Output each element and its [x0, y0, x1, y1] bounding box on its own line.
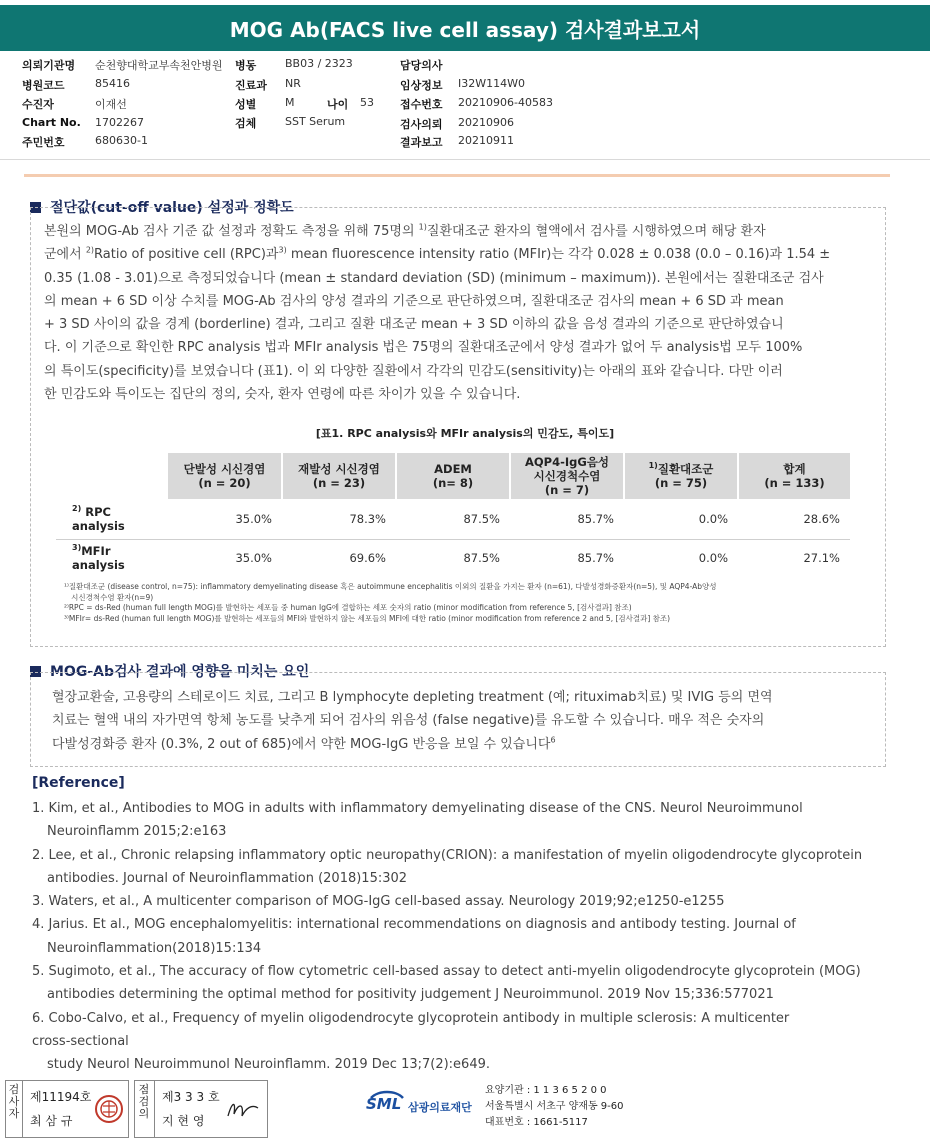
column-header: ADEM (n= 8) [396, 453, 510, 499]
clinical-info-label: 임상정보 [400, 79, 443, 92]
approver-name: 지 현 영 [162, 1114, 205, 1128]
table-cell: 85.7% [510, 499, 624, 539]
foundation-name: 삼광의료재단 [408, 1101, 472, 1114]
approver-license: 제3 3 3 호 [162, 1090, 220, 1104]
section1-body [44, 220, 830, 406]
resident-no-label: 주민번호 [22, 136, 65, 149]
receipt-no-label: 접수번호 [400, 98, 443, 111]
text-line: 0.35 (1.08 - 3.01)으로 측정되었습니다 (mean ± standard deviation (SD) (minimum – maximum)). 본원에서는 질환대조군 검사 [44, 270, 824, 286]
reference-item: 3. Waters, et al., A multicenter comparison of MOG-IgG cell-based assay. Neurology 2019;92;e1250-e1255 [32, 894, 725, 910]
footnote: 시신경척수염 환자(n=9) [64, 592, 154, 602]
row-label: $^{2)}$ RPC analysis [56, 499, 168, 539]
ward-label: 병동 [235, 59, 257, 72]
clinical-info-value: I32W114W0 [458, 77, 525, 90]
request-date-value: 20210906 [458, 116, 514, 129]
doctor-label: 담당의사 [400, 59, 443, 72]
request-date-label: 검사의뢰 [400, 118, 443, 131]
table-cell: 0.0% [698, 551, 728, 566]
institution-no: 요양기관 : 1 1 3 6 5 2 0 0 [485, 1085, 607, 1096]
table-cell: 69.6% [349, 551, 386, 566]
report-footer [0, 1080, 930, 1145]
reference-item: Neuroinflamm 2015;2:e163 [47, 824, 227, 840]
text-line: 의 특이도(specificity)를 보였습니다 (표1). 이 외 다양한 질환에서 각각의 민감도(sensitivity)는 아래의 표와 같습니다. 다만 이러 [44, 363, 783, 379]
table-cell: 87.5% [463, 551, 500, 566]
section2-body [52, 686, 773, 756]
institution-value: 순천향대학교부속천안병원 [95, 59, 223, 72]
row-label: $^{3)}$MFIr analysis [72, 543, 125, 573]
text-line: 혈장교환술, 고용량의 스테로이드 치료, 그리고 B lymphocyte depleting treatment (예; rituximab치료) 및 IVIG 등의 면역 [52, 690, 773, 705]
address: 서울특별시 서초구 양재동 9-60 [485, 1101, 624, 1112]
department-label: 진료과 [235, 79, 267, 92]
text-line: 다발성경화증 환자 (0.3%, 2 out of 685)에서 약한 MOG-IgG 반응을 보일 수 있습니다$^6$ [52, 735, 556, 752]
examinee-label: 수진자 [22, 98, 54, 111]
examiner-seal-icon [94, 1094, 124, 1124]
sex-value: M [285, 96, 295, 109]
sensitivity-table [56, 453, 850, 577]
table-footnotes [64, 582, 864, 624]
department-value: NR [285, 77, 301, 90]
table-cell: 35.0% [168, 499, 282, 539]
text-line: + 3 SD 사이의 값을 경계 (borderline) 결과, 그리고 질환 대조군 mean + 3 SD 이하의 값을 음성 결과의 기준으로 판단하였습니 [44, 317, 784, 333]
section-divider [24, 174, 890, 177]
report-title: MOG Ab(FACS live cell assay) 검사결과보고서 [0, 5, 930, 51]
text-line: 다. 이 기준으로 확인한 RPC analysis 법과 MFIr analysis 법은 75명의 질환대조군에서 양성 결과가 없어 두 analysis법 모두 100% [44, 340, 803, 356]
report-date-value: 20210911 [458, 134, 514, 147]
examinee-value: 이재선 [95, 98, 127, 111]
table-cell: 27.1% [803, 551, 840, 566]
phone: 대표번호 : 1661-5117 [485, 1117, 588, 1128]
table-cell: 35.0% [235, 551, 272, 566]
reference-item: antibodies determining the optimal method for positivity judgement J Neuroimmunol. 2019 Nov 15;336:577021 [47, 987, 774, 1003]
reference-item: study Neurol Neuroimmunol Neuroinflamm. 2019 Dec 13;7(2):e649. [47, 1057, 491, 1073]
reference-item: 2. Lee, et al., Chronic relapsing inflammatory optic neuropathy(CRION): a manifestation of myelin oligodendrocyte glycoprotein [32, 847, 863, 863]
table-row [56, 539, 850, 577]
report-date-label: 결과보고 [400, 136, 443, 149]
approver-label: 점검의 [138, 1083, 150, 1120]
table-cell: 87.5% [396, 499, 510, 539]
table-cell: 0.0% [624, 499, 738, 539]
column-header: 합계 (n = 133) [738, 453, 850, 499]
reference-heading: [Reference] [32, 775, 125, 791]
text-line: 의 mean + 6 SD 이상 수치를 MOG-Ab 검사의 양성 결과의 기준으로 판단하였으며, 질환대조군 검사의 mean + 6 SD 과 mean [44, 293, 784, 309]
column-header: 단발성 시신경염 (n = 20) [168, 453, 282, 499]
age-value: 53 [360, 96, 374, 109]
section2-heading: MOG-Ab검사 결과에 영향을 미치는 요인 [30, 661, 317, 681]
table-cell: 28.6% [738, 499, 850, 539]
table-cell: 85.7% [577, 551, 614, 566]
specimen-value: SST Serum [285, 115, 346, 128]
age-label: 나이 [327, 98, 349, 111]
reference-item: antibodies. Journal of Neuroinflammation (2018)15:302 [47, 870, 408, 886]
resident-no-value: 680630-1 [95, 134, 148, 147]
reference-item: Neuroinflammation(2018)15:134 [47, 940, 262, 956]
specimen-label: 검체 [235, 117, 257, 130]
institution-label: 의뢰기관명 [22, 59, 76, 72]
examiner-license: 제11194호 [30, 1090, 92, 1104]
table-corner [56, 453, 168, 499]
footnote: ³⁾MFIr= ds-Red (human full length MOG)를 발현하는 세포들의 MFI와 발현하지 않는 세포들의 MFI에 대한 ratio (minor modification from reference 2 and 5, [검사결과] 참조) [64, 613, 671, 623]
ward-value: BB03 / 2323 [285, 57, 353, 70]
text-line: 군에서 $^{2)}$Ratio of positive cell (RPC)과$^{3)}$ mean fluorescence intensity ratio (MFIr)는 각각 0.028 ± 0.038 (0.0 – 0.16)과 1.54 ± [44, 245, 831, 263]
table-cell: 78.3% [282, 499, 396, 539]
reference-item: 5. Sugimoto, et al., The accuracy of flow cytometric cell-based assay to detect anti-myelin oligodendrocyte glycoprotein (MOG) [32, 964, 861, 980]
receipt-no-value: 20210906-40583 [458, 96, 553, 109]
logo-text: SML [366, 1095, 402, 1113]
column-header: 재발성 시신경염 (n = 23) [282, 453, 396, 499]
examiner-label: 검사자 [8, 1083, 20, 1120]
sex-label: 성별 [235, 98, 257, 111]
table-row [56, 499, 850, 539]
reference-item: 4. Jarius. Et al., MOG encephalomyelitis: international recommendations on diagnosis and antibody testing. Journal of [32, 917, 796, 933]
section1-heading: 절단값(cut-off value) 설정과 정확도 [30, 197, 302, 217]
chart-no-label: Chart No. [22, 116, 81, 129]
examiner-name: 최 삼 규 [30, 1114, 73, 1128]
column-header: AQP4-IgG음성 시신경척수염 (n = 7) [510, 453, 624, 499]
text-line: 한 민감도와 특이도는 집단의 정의, 숫자, 환자 연령에 따른 차이가 있을 수 있습니다. [44, 387, 521, 403]
text-line: 본원의 MOG-Ab 검사 기준 값 설정과 정확도 측정을 위해 75명의 $^{1)}$질환대조군 환자의 혈액에서 검사를 시행하였으며 해당 환자 [44, 222, 766, 239]
reference-item: 6. Cobo-Calvo, et al., Frequency of myelin oligodendrocyte glycoprotein antibody in multiple sclerosis: A multicenter [32, 1010, 790, 1026]
table-title: [표1. RPC analysis와 MFIr analysis의 민감도, 특이도] [315, 427, 615, 440]
hospital-code-label: 병원코드 [22, 79, 65, 92]
column-header: $^{1)}$질환대조군 (n = 75) [624, 453, 738, 499]
patient-info [0, 51, 930, 160]
reference-item: cross-sectional [32, 1033, 129, 1049]
reference-list [32, 797, 902, 1077]
text-line: 치료는 혈액 내의 자가면역 항체 농도를 낮추게 되어 검사의 위음성 (false negative)를 유도할 수 있습니다. 매우 적은 숫자의 [52, 713, 765, 729]
footnote: ²⁾RPC = ds-Red (human full length MOG)를 발현하는 세포들 중 human IgG에 결합하는 세포 숫자의 ratio (minor modification from reference 5, [검사결과] 참조) [64, 603, 632, 612]
reference-item: 1. Kim, et al., Antibodies to MOG in adults with inflammatory demyelinating disease of the CNS. Neurol Neuroimmunol [32, 801, 803, 816]
signature-icon [222, 1094, 262, 1124]
footnote: ¹⁾질환대조군 (disease control, n=75): inflammatory demyelinating disease 혹은 autoimmune encephalitis 이외의 질환을 가지는 환자 (n=61), 다발성경화증환자(n=5), 및 AQP4-Ab양성 [64, 582, 717, 591]
hospital-code-value: 85416 [95, 77, 130, 90]
chart-no-value: 1702267 [95, 116, 144, 129]
